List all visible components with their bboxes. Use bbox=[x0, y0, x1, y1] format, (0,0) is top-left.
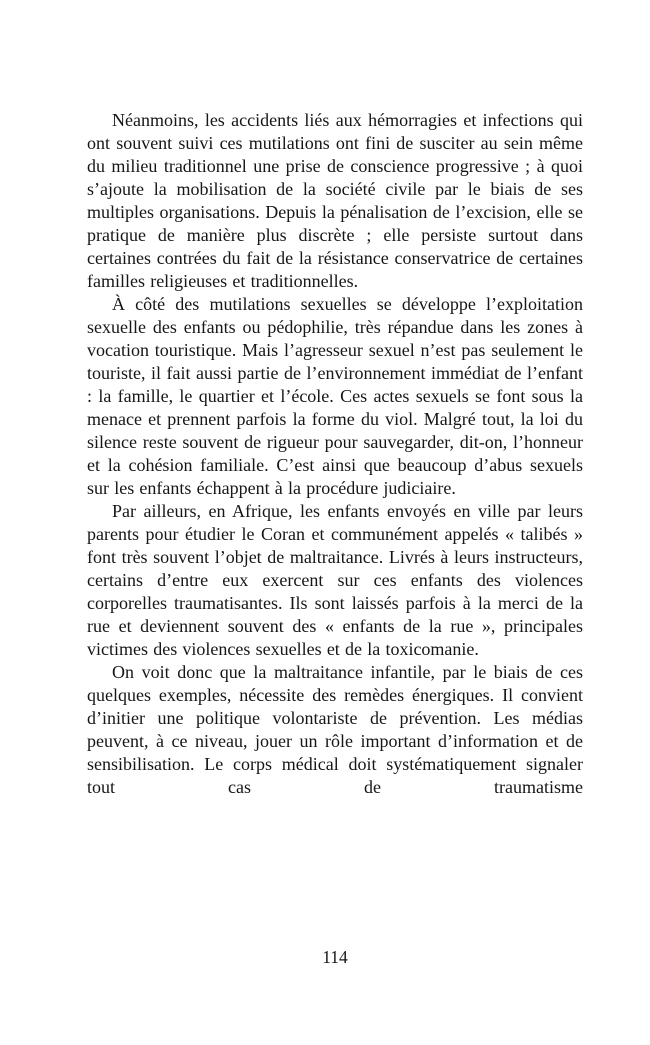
page-number: 114 bbox=[322, 947, 348, 967]
paragraph-1: Néanmoins, les accidents liés aux hémorragies et infections qui ont souvent suivi ces mutilations ont fini de susciter au sein même du milieu traditionnel une prise de conscience progressive ; à quoi s’ajoute la mobilisation de la société civile par le biais de ses multiples organisations. Depuis la pénalisation de l’excision, elle se pratique de manière plus discrète ; elle persiste surtout dans certaines contrées du fait de la résistance conservatrice de certaines familles religieuses et traditionnelles. bbox=[87, 110, 583, 291]
paragraph-3: Par ailleurs, en Afrique, les enfants envoyés en ville par leurs parents pour étudier le Coran et communément appelés « talibés » font très souvent l’objet de maltraitance. Livrés à leurs instructeurs, certains d’entre eux exercent sur ces enfants des violences corporelles traumatisantes. Ils sont laissés parfois à la merci de la rue et deviennent souvent des « enfants de la rue », principales victimes des violences sexuelles et de la toxicomanie. bbox=[87, 501, 583, 659]
body-text bbox=[87, 109, 583, 799]
paragraph-2: À côté des mutilations sexuelles se développe l’exploitation sexuelle des enfants ou pédophilie, très répandue dans les zones à vocation touristique. Mais l’agresseur sexuel n’est pas seulement le touriste, il fait aussi partie de l’environnement immédiat de l’enfant : la famille, le quartier et l’école. Ces actes sexuels se font sous la menace et prennent parfois la forme du viol. Malgré tout, la loi du silence reste souvent de rigueur pour sauvegarder, dit-on, l’honneur et la cohésion familiale. C’est ainsi que beaucoup d’abus sexuels sur les enfants échappent à la procédure judiciaire. bbox=[87, 294, 583, 498]
paragraph-4: On voit donc que la maltraitance infantile, par le biais de ces quelques exemples, nécessite des remèdes énergiques. Il convient d’initier une politique volontariste de prévention. Les médias peuvent, à ce niveau, jouer un rôle important d’information et de sensibilisation. Le corps médical doit systématiquement signaler tout cas de traumatisme bbox=[87, 662, 583, 797]
